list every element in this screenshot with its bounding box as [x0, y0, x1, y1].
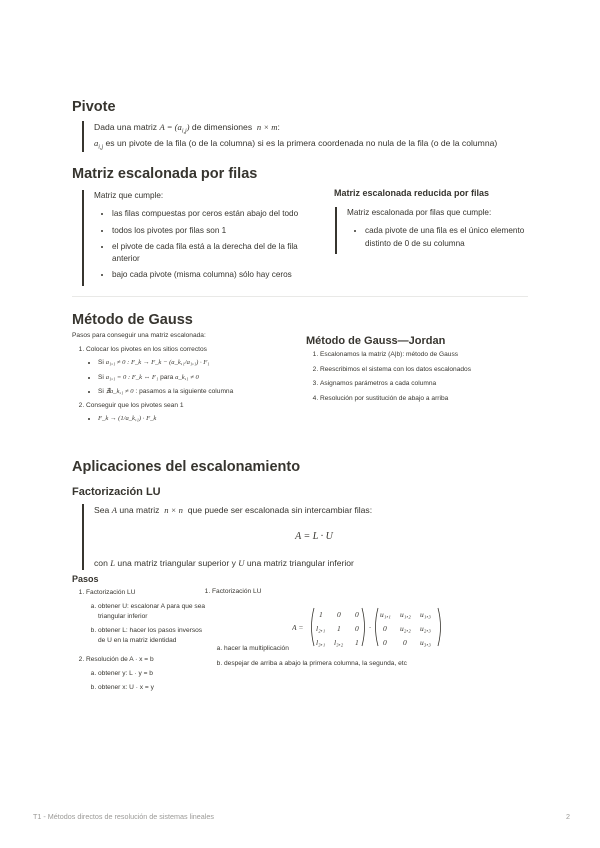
list-item: b. despejar de arriba a abajo la primera columna, la segunda, etc: [224, 659, 524, 670]
list-item: • Si a₁,₁ = 0 : F_k ⇔ F₁ para a_k,₁ ≠ 0: [98, 373, 302, 383]
svg-text:u₁,₃: u₁,₃: [420, 610, 431, 619]
pivote-heading: Pivote: [72, 99, 116, 115]
svg-text:0: 0: [355, 610, 359, 619]
list-item: a. obtener U: escalonar A para que sea triangular inferior: [98, 602, 206, 622]
list-item: 1. Factorización LU: [212, 588, 528, 595]
list-item: 2. Resolución de A · x = b a. obtener y: L · y = b b. obtener x: U · x = y: [86, 655, 206, 693]
gauss-heading: Método de Gauss: [72, 312, 193, 328]
svg-text:0: 0: [403, 638, 407, 647]
svg-text:u₁,₁: u₁,₁: [380, 610, 391, 619]
pasos-heading: Pasos: [72, 574, 99, 584]
list-item: • todos los pivotes por filas son 1: [112, 225, 316, 237]
svg-text:1: 1: [337, 624, 341, 633]
svg-text:0: 0: [383, 624, 387, 633]
list-item: • las filas compuestas por ceros están abajo del todo: [112, 208, 316, 220]
list-item: • Si a₁,₁ ≠ 0 : F_k → F_k − (a_k,₁/a₁,₁) · F₁: [98, 358, 302, 368]
list-item: a. obtener y: L · y = b: [98, 669, 206, 679]
reducida-list: [347, 225, 527, 250]
pasos-right-sub: [198, 644, 524, 673]
list-item: 4. Resolución por sustitución de abajo a arriba: [320, 394, 542, 405]
list-item: b. obtener x: U · x = y: [98, 683, 206, 693]
list-item: 2. Reescribimos el sistema con los datos escalonados: [320, 365, 542, 376]
pasos-right: [198, 588, 528, 667]
svg-text:l₂,₁: l₂,₁: [316, 624, 326, 633]
lu-formula: A = L · U: [295, 531, 333, 543]
page-number: 2: [566, 812, 570, 821]
svg-text:A =: A =: [292, 623, 304, 632]
footer-text: T1 - Métodos directos de resolución de sistemas lineales: [33, 812, 214, 821]
pivote-line-1: Dada una matriz $A = (a_{i,j})$ de dimensiones n × m:: [94, 122, 280, 135]
svg-text:0: 0: [355, 624, 359, 633]
escalonada-list: [94, 208, 316, 281]
lu-line-2: con L una matriz triangular superior y U una matriz triangular inferior: [94, 557, 354, 568]
reducida-quote: Matriz escalonada por filas que cumple: • cada pivote de una fila es el único elemento distinto de 0 de su columna: [335, 207, 527, 254]
list-item: • el pivote de cada fila está a la derecha del de la fila anterior: [112, 241, 316, 266]
pivote-line-2: $a_{i,j}$ es un pivote de la fila (o de la columna) si es la primera coordenada no nula de la fila (o de la columna): [94, 137, 498, 151]
pivote-quote: [82, 121, 534, 152]
list-item: a. hacer la multiplicación: [224, 644, 524, 655]
list-item: • bajo cada pivote (misma columna) sólo hay ceros: [112, 269, 316, 281]
list-item: • cada pivote de una fila es el único elemento distinto de 0 de su columna: [365, 225, 527, 250]
svg-text:l₃,₁: l₃,₁: [316, 638, 326, 647]
list-item: 3. Asignamos parámetros a cada columna: [320, 379, 542, 390]
list-item: • Si ∄a_k,₁ ≠ 0 : pasamos a la siguiente columna: [98, 387, 302, 397]
lu-quote: [82, 504, 534, 570]
gauss-jordan-heading: Método de Gauss—Jordan: [306, 335, 446, 347]
svg-text:1: 1: [319, 610, 323, 619]
escalonada-heading: Matriz escalonada por filas: [72, 166, 258, 182]
list-item: b. obtener L: hacer los pasos inversos de U en la matriz identidad: [98, 626, 206, 646]
list-item: 1. Factorización LU a. obtener U: escalonar A para que sea triangular inferior b. obtener L: hacer los pasos inversos de U en la matriz identidad: [86, 588, 206, 645]
list-item: • F_k → (1/a_k,₁) · F_k: [98, 414, 302, 424]
svg-text:l₃,₂: l₃,₂: [334, 638, 344, 647]
gauss-steps: [72, 345, 302, 424]
svg-text:1: 1: [355, 638, 359, 647]
gauss-jordan-steps: [306, 350, 542, 408]
lu-heading: Factorización LU: [72, 486, 161, 498]
lu-line-1: Sea A una matriz n × n que puede ser escalonada sin intercambiar filas:: [94, 505, 373, 515]
list-item: 1. Colocar los pivotes en los sitios correctos • Si a₁,₁ ≠ 0 : F_k → F_k − (a_k,₁/a₁,₁) · F₁ • Si a₁,₁ = 0 : F_k ⇔ F₁ para a_k,₁ ≠ 0 • Si ∄a_k,₁ ≠ 0 : pasamos a la siguiente columna: [86, 345, 302, 397]
list-item: 2. Conseguir que los pivotes sean 1 • F_k → (1/a_k,₁) · F_k: [86, 401, 302, 424]
svg-text:u₂,₂: u₂,₂: [400, 624, 411, 633]
svg-text:0: 0: [383, 638, 387, 647]
divider: [72, 296, 528, 297]
svg-text:u₃,₃: u₃,₃: [420, 638, 431, 647]
gauss-body: Pasos para conseguir una matriz escalonada: 1. Colocar los pivotes en los sitios correctos • Si a₁,₁ ≠ 0 : F_k → F_k − (a_k,₁/a₁,₁) · F₁ • Si a₁,₁ = 0 : F_k ⇔ F₁ para a_k,₁ ≠ 0 • Si ∄a_k,₁ ≠ 0 : pasamos a la siguiente columna 2. Conseguir que los pivotes sean 1 • F_k → (1/a_k,₁) · F_k: [72, 331, 302, 429]
reducida-heading: Matriz escalonada reducida por filas: [334, 188, 490, 198]
svg-text:u₁,₂: u₁,₂: [400, 610, 411, 619]
list-item: 1. Escalonamos la matriz (A|b): método de Gauss: [320, 350, 542, 361]
svg-text:·: ·: [369, 623, 371, 632]
pasos-left: [72, 588, 206, 697]
aplicaciones-heading: Aplicaciones del escalonamiento: [72, 459, 301, 475]
svg-text:u₂,₃: u₂,₃: [420, 624, 431, 633]
escalonada-quote: Matriz que cumple: • las filas compuestas por ceros están abajo del todo • todos los pivotes por filas son 1 • el pivote de cada fila está a la derecha del de la fila anterior • bajo cada pivote (misma columna) sólo hay ceros: [82, 190, 316, 286]
svg-text:0: 0: [337, 610, 341, 619]
